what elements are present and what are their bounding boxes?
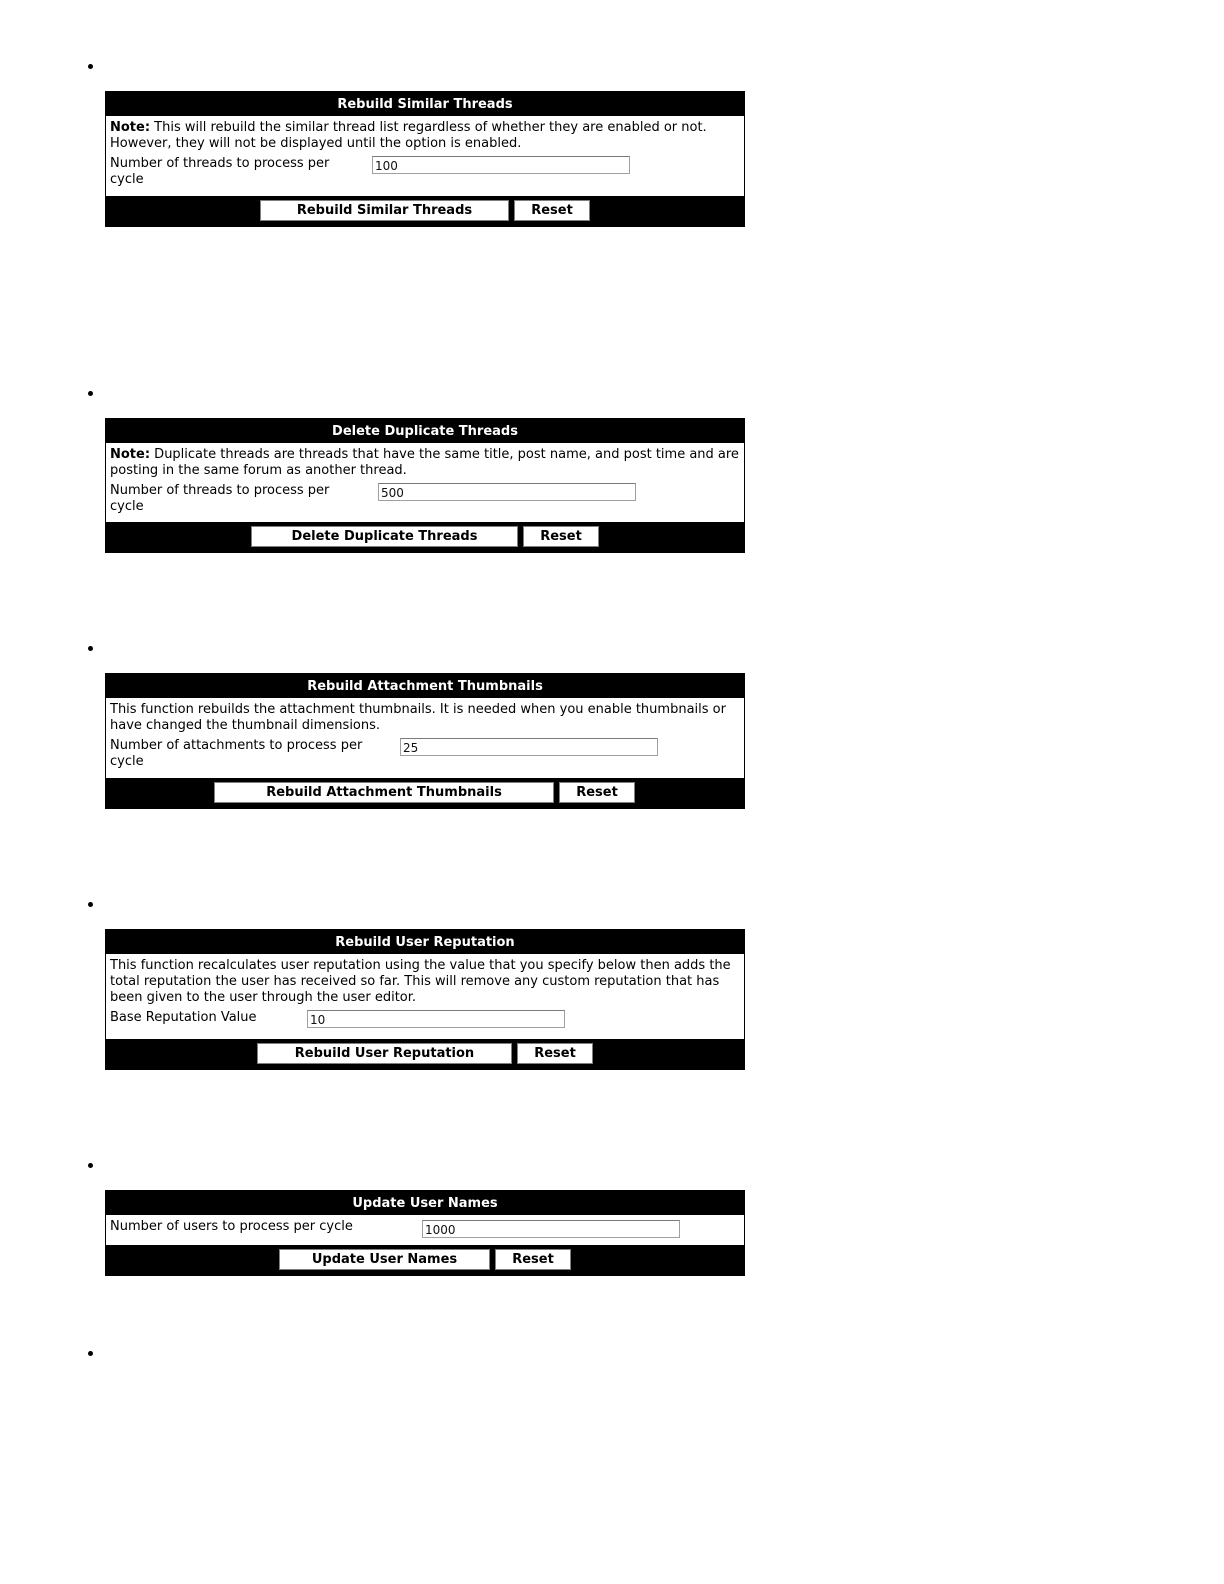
note-label: Note:: [110, 447, 151, 462]
panel-title: Rebuild User Reputation: [106, 930, 744, 954]
reset-button[interactable]: Reset: [514, 200, 590, 221]
list-bullet: [88, 646, 93, 651]
field-row: [106, 1010, 744, 1040]
list-bullet: [88, 64, 93, 69]
field-label: Number of threads to process per cycle: [110, 483, 330, 514]
panel-footer: [106, 1039, 744, 1069]
note-text: This will rebuild the similar thread list regardless of whether they are enabled or not. However, they will not be displayed until the option is enabled.: [110, 120, 707, 151]
panel-footer: [106, 778, 744, 808]
panel-title: Delete Duplicate Threads: [106, 419, 744, 443]
rebuild-similar-threads-button[interactable]: Rebuild Similar Threads: [260, 200, 509, 221]
panel-description: [106, 443, 744, 483]
rebuild-attachment-thumbnails-button[interactable]: Rebuild Attachment Thumbnails: [214, 782, 554, 803]
delete-duplicate-threads-button[interactable]: Delete Duplicate Threads: [251, 526, 518, 547]
rebuild-user-reputation-button[interactable]: Rebuild User Reputation: [257, 1043, 512, 1064]
base-reputation-input[interactable]: [307, 1010, 565, 1028]
attachments-per-cycle-input[interactable]: [400, 738, 658, 756]
field-label: Number of users to process per cycle: [110, 1219, 353, 1234]
reset-button[interactable]: Reset: [559, 782, 635, 803]
panel-description: [106, 116, 744, 156]
panel-title: Rebuild Attachment Thumbnails: [106, 674, 744, 698]
list-bullet: [88, 1351, 93, 1356]
field-row: [106, 738, 744, 778]
update-user-names-button[interactable]: Update User Names: [279, 1249, 490, 1270]
list-bullet: [88, 902, 93, 907]
note-text: This function rebuilds the attachment thumbnails. It is needed when you enable thumbnails or have changed the thumbnail dimensions.: [110, 702, 726, 733]
list-bullet: [88, 391, 93, 396]
field-row: [106, 483, 744, 523]
note-label: Note:: [110, 120, 151, 135]
field-label: Number of attachments to process per cycle: [110, 738, 363, 769]
field-row: [106, 156, 744, 196]
note-text: This function recalculates user reputation using the value that you specify below then adds the total reputation the user has received so far. This will remove any custom reputation that has been given to the user through the user editor.: [110, 958, 731, 1005]
threads-per-cycle-input[interactable]: [372, 156, 630, 174]
panel-rebuild-attachment-thumbnails: [105, 673, 745, 809]
threads-per-cycle-input[interactable]: [378, 483, 636, 501]
reset-button[interactable]: Reset: [523, 526, 599, 547]
note-text: Duplicate threads are threads that have the same title, post name, and post time and are posting in the same forum as another thread.: [110, 447, 739, 478]
users-per-cycle-input[interactable]: [422, 1220, 680, 1238]
panel-rebuild-similar-threads: [105, 91, 745, 227]
reset-button[interactable]: Reset: [517, 1043, 593, 1064]
panel-title: Rebuild Similar Threads: [106, 92, 744, 116]
list-bullet: [88, 1163, 93, 1168]
panel-rebuild-user-reputation: [105, 929, 745, 1070]
reset-button[interactable]: Reset: [495, 1249, 571, 1270]
panel-footer: [106, 522, 744, 552]
field-label: Number of threads to process per cycle: [110, 156, 330, 187]
panel-footer: [106, 1245, 744, 1275]
field-row: [106, 1215, 744, 1249]
panel-description: [106, 954, 744, 1010]
panel-footer: [106, 196, 744, 226]
panel-description: [106, 698, 744, 738]
field-label: Base Reputation Value: [110, 1010, 257, 1025]
panel-update-user-names: [105, 1190, 745, 1276]
panel-title: Update User Names: [106, 1191, 744, 1215]
panel-delete-duplicate-threads: [105, 418, 745, 553]
